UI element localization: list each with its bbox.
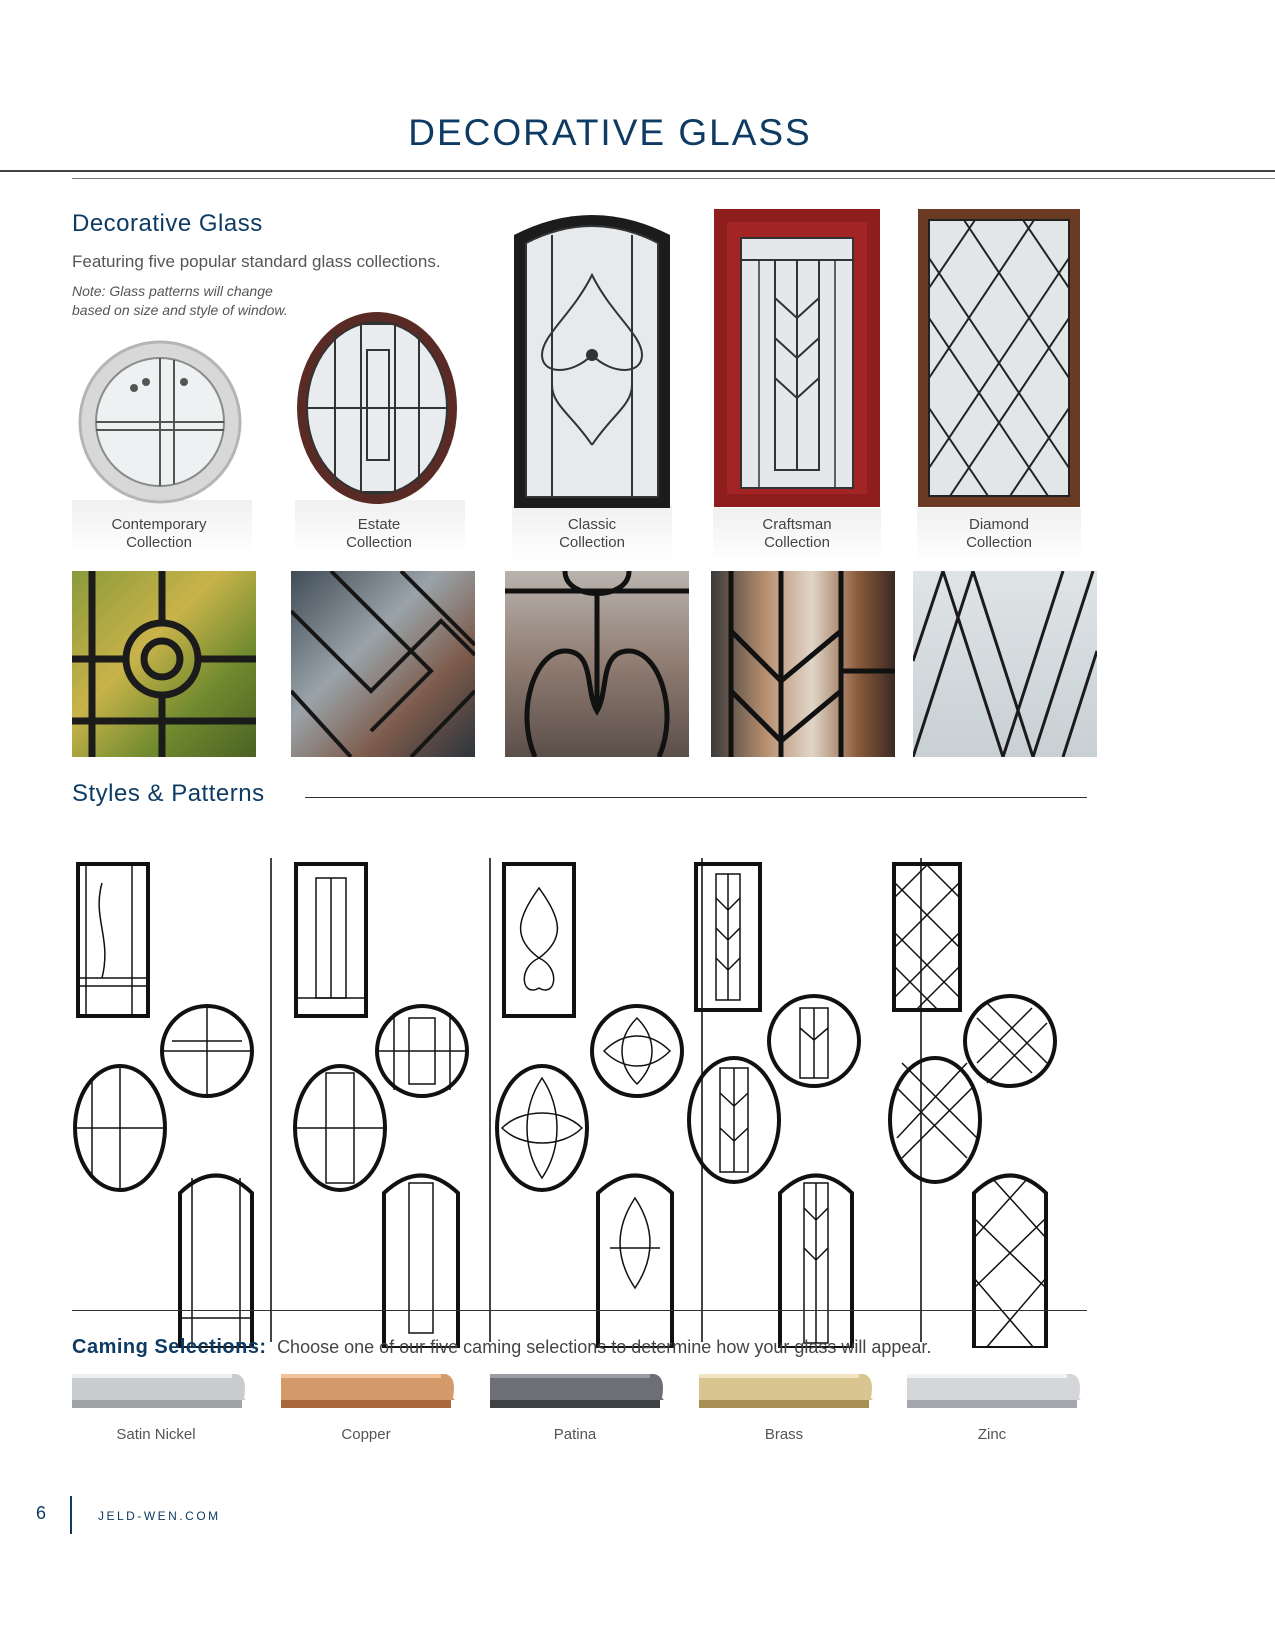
caming-rule <box>72 1310 1087 1311</box>
diamond-closeup-photo <box>913 571 1097 757</box>
page-title: DECORATIVE GLASS <box>408 112 812 153</box>
collection-label-diamond: Diamond Collection <box>966 516 1032 551</box>
caming-title: Caming Selections: <box>72 1336 267 1358</box>
classic-pattern-set <box>497 864 682 1348</box>
collection-label-classic: Classic Collection <box>559 516 625 551</box>
intro-subtitle: Featuring five popular standard glass collections. <box>72 252 441 271</box>
intro-note-line-2: based on size and style of window. <box>72 302 288 318</box>
craftsman-pattern-set <box>689 864 859 1348</box>
caming-sample-satin-nickel <box>72 1370 254 1418</box>
diamond-window-image <box>917 208 1081 565</box>
intro-note-line-1: Note: Glass patterns will change <box>72 283 273 299</box>
collection-label-estate: Estate Collection <box>346 516 412 551</box>
pattern-drawings <box>72 858 1172 1348</box>
classic-window-image <box>512 205 672 565</box>
contemporary-closeup-photo <box>72 571 256 757</box>
page-number: 6 <box>36 1503 47 1523</box>
section-title-decorative-glass: Decorative Glass <box>72 210 263 237</box>
craftsman-window-image <box>713 208 881 565</box>
caming-label-brass: Brass <box>764 1426 804 1443</box>
header-rule-bottom <box>72 178 1275 179</box>
caming-description: Choose one of our five caming selections to determine how your glass will appear. <box>277 1337 932 1357</box>
caming-sample-patina <box>490 1370 672 1418</box>
header-rule-top <box>0 170 1275 172</box>
footer-site-link[interactable]: JELD-WEN.COM <box>98 1509 221 1523</box>
craftsman-closeup-photo <box>711 571 895 757</box>
styles-rule <box>305 797 1087 798</box>
footer-divider <box>70 1496 72 1534</box>
caming-label-copper: Copper <box>341 1426 391 1443</box>
caming-heading-row <box>72 1336 931 1359</box>
collection-label-contemporary: Contemporary Collection <box>111 516 207 551</box>
collection-label-craftsman: Craftsman Collection <box>762 516 832 551</box>
section-title-styles-patterns: Styles & Patterns <box>72 780 265 807</box>
caming-label-zinc: Zinc <box>977 1426 1007 1443</box>
caming-sample-copper <box>281 1370 463 1418</box>
caming-label-patina: Patina <box>553 1426 597 1443</box>
diamond-pattern-set <box>890 864 1055 1348</box>
caming-sample-brass <box>699 1370 881 1418</box>
estate-closeup-photo <box>291 571 475 757</box>
contemporary-pattern-set <box>75 864 252 1348</box>
estate-pattern-set <box>295 864 467 1348</box>
caming-label-satin-nickel: Satin Nickel <box>116 1426 196 1443</box>
caming-sample-zinc <box>907 1370 1089 1418</box>
classic-closeup-photo <box>505 571 689 757</box>
